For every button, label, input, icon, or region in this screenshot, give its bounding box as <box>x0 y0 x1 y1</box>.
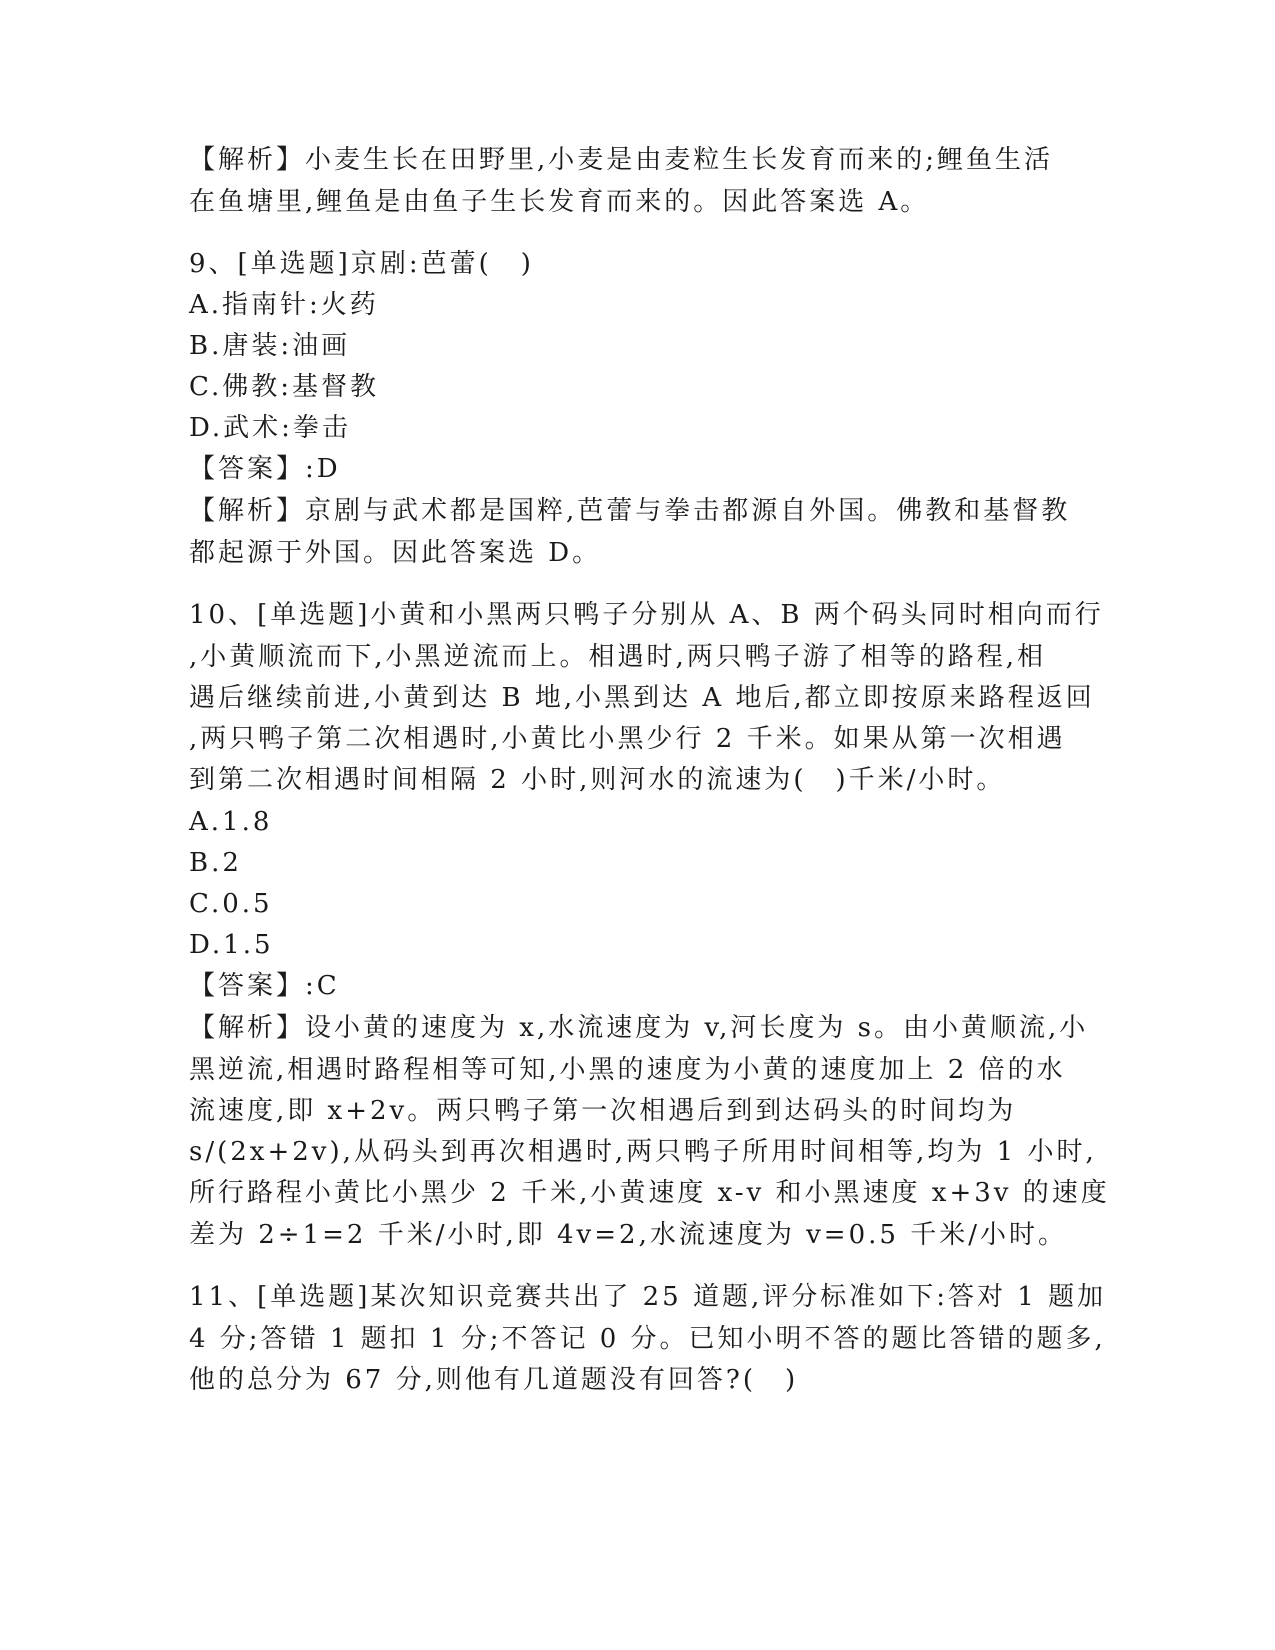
analysis-line: 【解析】设小黄的速度为 x,水流速度为 v,河长度为 s。由小黄顺流,小 <box>189 1013 1089 1043</box>
option-d: D.武术:拳击 <box>189 413 351 443</box>
option-c: C.0.5 <box>189 889 273 919</box>
answer-label: 【答案】 <box>189 454 306 484</box>
option-a: A.指南针:火药 <box>189 290 379 320</box>
analysis-line: 黑逆流,相遇时路程相等可知,小黑的速度为小黄的速度加上 2 倍的水 <box>189 1055 1066 1085</box>
question-10-title-line: ,两只鸭子第二次相遇时,小黄比小黑少行 2 千米。如果从第一次相遇 <box>189 724 1066 754</box>
analysis-line: 都起源于外国。因此答案选 D。 <box>189 538 602 568</box>
analysis-line: 所行路程小黄比小黑少 2 千米,小黄速度 x-v 和小黑速度 x+3v 的速度 <box>189 1178 1110 1208</box>
option-d: D.1.5 <box>189 930 274 960</box>
option-c: C.佛教:基督教 <box>189 372 379 402</box>
option-b: B.2 <box>189 848 242 878</box>
analysis-line: 差为 2÷1=2 千米/小时,即 4v=2,水流速度为 v=0.5 千米/小时。 <box>189 1220 1067 1250</box>
analysis-label: 【解析】 <box>189 145 306 175</box>
analysis-line: 【解析】小麦生长在田野里,小麦是由麦粒生长发育而来的;鲤鱼生活 <box>189 145 1054 175</box>
answer-label: 【答案】 <box>189 971 306 1001</box>
question-11-title-line: 4 分;答错 1 题扣 1 分;不答记 0 分。已知小明不答的题比答错的题多, <box>189 1324 1106 1354</box>
question-10-title-line: 遇后继续前进,小黄到达 B 地,小黑到达 A 地后,都立即按原来路程返回 <box>189 683 1095 713</box>
question-10-title-line: 10、[单选题]小黄和小黑两只鸭子分别从 A、B 两个码头同时相向而行 <box>189 600 1104 630</box>
analysis-line: s/(2x+2v),从码头到再次相遇时,两只鸭子所用时间相等,均为 1 小时, <box>189 1137 1097 1167</box>
analysis-label: 【解析】 <box>189 496 306 526</box>
analysis-line: 在鱼塘里,鲤鱼是由鱼子生长发育而来的。因此答案选 A。 <box>189 187 930 217</box>
question-11-title-line: 他的总分为 67 分,则他有几道题没有回答?( ) <box>189 1365 799 1395</box>
analysis-line: 流速度,即 x+2v。两只鸭子第一次相遇后到到达码头的时间均为 <box>189 1096 1017 1126</box>
option-b: B.唐装:油画 <box>189 331 351 361</box>
answer-value: :D <box>305 454 341 484</box>
question-9-title: 9、[单选题]京剧:芭蕾( ) <box>189 249 534 279</box>
analysis-label: 【解析】 <box>189 1013 306 1043</box>
answer-value: :C <box>305 971 340 1001</box>
question-11-title-line: 11、[单选题]某次知识竞赛共出了 25 道题,评分标准如下:答对 1 题加 <box>189 1282 1107 1312</box>
option-a: A.1.8 <box>189 807 273 837</box>
analysis-line: 【解析】京剧与武术都是国粹,芭蕾与拳击都源自外国。佛教和基督教 <box>189 496 1071 526</box>
answer-line <box>189 969 340 1003</box>
question-10-title-line: ,小黄顺流而下,小黑逆流而上。相遇时,两只鸭子游了相等的路程,相 <box>189 642 1047 672</box>
answer-line <box>189 452 341 486</box>
question-10-title-line: 到第二次相遇时间相隔 2 小时,则河水的流速为( )千米/小时。 <box>189 765 1006 795</box>
